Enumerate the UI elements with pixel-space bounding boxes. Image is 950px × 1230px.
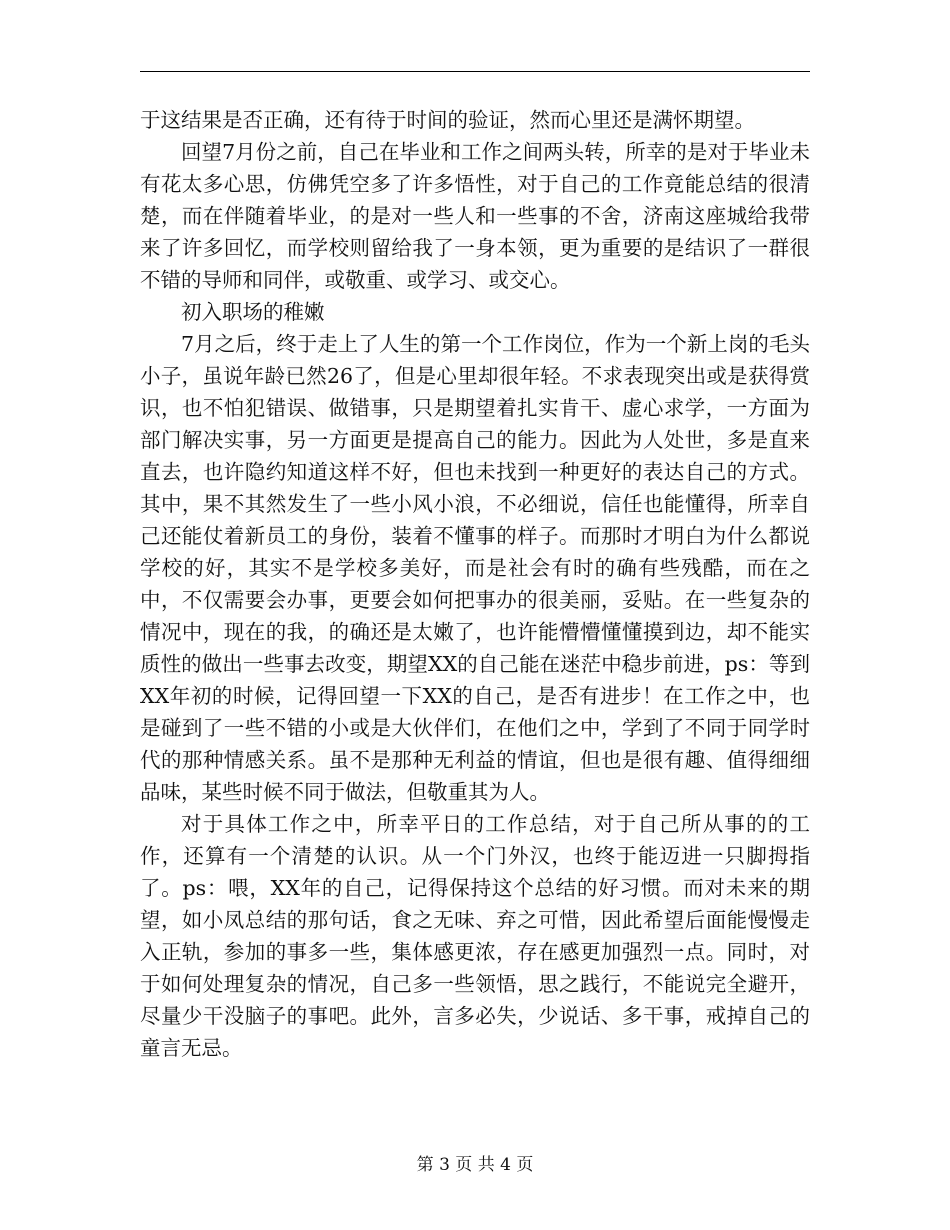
paragraph-workplace: 7月之后，终于走上了人生的第一个工作岗位，作为一个新上岗的毛头小子，虽说年龄已然26了，但是心里却很年轻。不求表现突出或是获得赏识，也不怕犯错误、做错事，只是期望着扎实肯干、虚心求学，一方面为部门解决实事，另一方面更是提高自己的能力。因此为人处世，多是直来直去，也许隐约知道这样不好，但也未找到一种更好的表达自己的方式。其中，果不其然发生了一些小风小浪，不必细说，信任也能懂得，所幸自己还能仗着新员工的身份，装着不懂事的样子。而那时才明白为什么都说学校的好，其实不是学校多美好，而是社会有时的确有些残酷，而在之中，不仅需要会办事，更要会如何把事办的很美丽，妥贴。在一些复杂的情况中，现在的我，的确还是太嫩了，也许能懵懵懂懂摸到边，却不能实质性的做出一些事去改变，期望XX的自己能在迷茫中稳步前进，ps：等到XX年初的时候，记得回望一下XX的自己，是否有进步！在工作之中，也是碰到了一些不错的小或是大伙伴们，在他们之中，学到了不同于同学时代的那种情感关系。虽不是那种无利益的情谊，但也是很有趣、值得细细品味，某些时候不同于做法，但敬重其为人。 bbox=[140, 332, 810, 804]
page-number-footer: 第 3 页 共 4 页 bbox=[416, 1155, 534, 1175]
header-rule bbox=[140, 71, 810, 72]
paragraph-retrospect: 回望7月份之前，自己在毕业和工作之间两头转，所幸的是对于毕业未有花太多心思，仿佛凭空多了许多悟性，对于自己的工作竟能总结的很清楚，而在伴随着毕业，的是对一些人和一些事的不舍，济南这座城给我带来了许多回忆，而学校则留给我了一身本领，更为重要的是结识了一群很不错的导师和同伴，或敬重、或学习、或交心。 bbox=[140, 140, 810, 292]
paragraph-continuation: 于这结果是否正确，还有待于时间的验证，然而心里还是满怀期望。 bbox=[140, 108, 755, 132]
paragraph-work-summary: 对于具体工作之中，所幸平日的工作总结，对于自己所从事的的工作，还算有一个清楚的认识。从一个门外汉，也终于能迈进一只脚拇指了。ps：喂，XX年的自己，记得保持这个总结的好习惯。而对未来的期望，如小凤总结的那句话，食之无味、弃之可惜，因此希望后面能慢慢走入正轨，参加的事多一些，集体感更浓，存在感更加强烈一点。同时，对于如何处理复杂的情况，自己多一些领悟，思之践行，不能说完全避开，尽量少干没脑子的事吧。此外，言多必失，少说话、多干事，戒掉自己的童言无忌。 bbox=[140, 812, 810, 1060]
document-body bbox=[140, 104, 810, 1064]
section-heading: 初入职场的稚嫩 bbox=[181, 300, 325, 324]
